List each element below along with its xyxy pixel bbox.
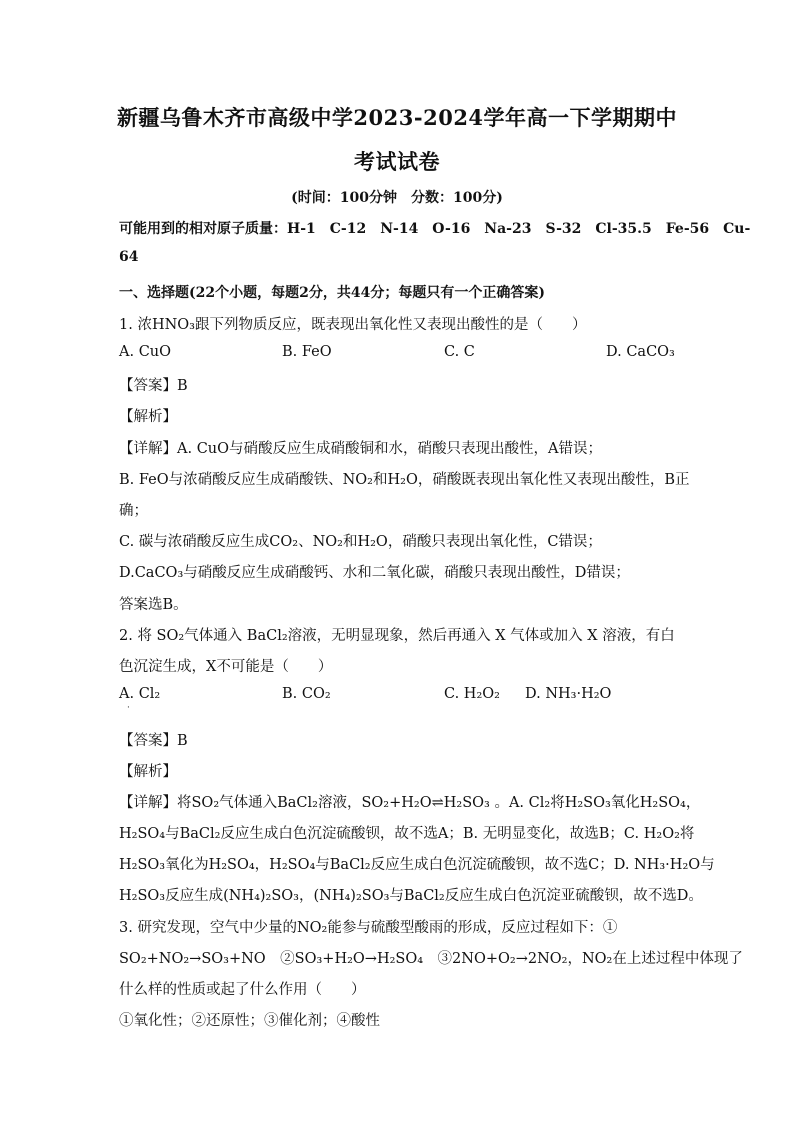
q2-detail-1: 【详解】将SO₂气体通入BaCl₂溶液，SO₂+H₂O⇌H₂SO₃ 。A. Cl₂将H₂SO₃氧化H₂SO₄， [119, 795, 701, 811]
atomic-mass-line1: 可能用到的相对原子质量：H-1 C-12 N-14 O-16 Na-23 S-32 Cl-35.5 Fe-56 Cu- [119, 221, 751, 237]
q2-option-b: B. CO₂ [282, 686, 331, 702]
stray-dot-mark: · [127, 703, 130, 713]
atomic-mass-line2: 64 [119, 249, 139, 265]
q2-option-c: C. H₂O₂ [444, 686, 500, 702]
section-heading: 一、选择题(22个小题，每题2分，共44分；每题只有一个正确答案) [119, 285, 545, 301]
q2-detail-4: H₂SO₃反应生成(NH₄)₂SO₃，(NH₄)₂SO₃与BaCl₂反应生成白色沉淀亚硫酸钡，故不选D。 [119, 888, 703, 904]
q1-option-d: D. CaCO₃ [606, 344, 675, 360]
q2-answer: 【答案】B [119, 733, 188, 749]
q1-detail-3: 确； [119, 503, 148, 519]
q2-detail-2: H₂SO₄与BaCl₂反应生成白色沉淀硫酸钡，故不选A；B. 无明显变化，故选B；C. H₂O₂将 [119, 826, 695, 842]
q1-detail-5: D.CaCO₃与硝酸反应生成硝酸钙、水和二氧化碳，硝酸只表现出酸性，D错误； [119, 565, 630, 581]
q3-stem-2: SO₂+NO₂→SO₃+NO ②SO₃+H₂O→H₂SO₄ ③2NO+O₂→2NO₂，NO₂在上述过程中体现了 [119, 951, 743, 967]
q1-analysis-label: 【解析】 [119, 409, 177, 425]
q1-option-c: C. C [444, 344, 475, 360]
q2-option-d: D. NH₃·H₂O [525, 686, 612, 702]
q2-option-a: A. Cl₂ [119, 686, 161, 702]
q1-stem: 1. 浓HNO₃跟下列物质反应，既表现出氧化性又表现出酸性的是（ ） [119, 317, 587, 333]
exam-title-line2: 考试试卷 [354, 149, 440, 174]
q1-option-b: B. FeO [282, 344, 332, 360]
exam-title-line1: 新疆乌鲁木齐市高级中学2023-2024学年高一下学期期中 [116, 105, 678, 130]
q2-stem-2: 色沉淀生成，X不可能是（ ） [119, 659, 333, 675]
q1-conclusion: 答案选B。 [119, 597, 188, 613]
q2-detail-3: H₂SO₃氧化为H₂SO₄，H₂SO₄与BaCl₂反应生成白色沉淀硫酸钡，故不选C；D. NH₃·H₂O与 [119, 857, 715, 873]
time-score-info: (时间：100分钟 分数：100分) [291, 190, 503, 206]
q3-options: ①氧化性；②还原性；③催化剂；④酸性 [119, 1013, 380, 1029]
q3-stem-1: 3. 研究发现，空气中少量的NO₂能参与硫酸型酸雨的形成，反应过程如下：① [119, 920, 618, 936]
q2-stem-1: 2. 将 SO₂气体通入 BaCl₂溶液，无明显现象，然后再通入 X 气体或加入 X 溶液，有白 [119, 628, 675, 644]
q2-analysis-label: 【解析】 [119, 764, 177, 780]
q1-detail-4: C. 碳与浓硝酸反应生成CO₂、NO₂和H₂O，硝酸只表现出氧化性，C错误； [119, 534, 602, 550]
q1-detail-2: B. FeO与浓硝酸反应生成硝酸铁、NO₂和H₂O，硝酸既表现出氧化性又表现出酸性，B正 [119, 472, 690, 488]
q1-option-a: A. CuO [119, 344, 172, 360]
q1-detail-1: 【详解】A. CuO与硝酸反应生成硝酸铜和水，硝酸只表现出酸性，A错误； [119, 441, 602, 457]
q3-stem-3: 什么样的性质或起了什么作用（ ） [119, 982, 366, 998]
q1-answer: 【答案】B [119, 378, 188, 394]
